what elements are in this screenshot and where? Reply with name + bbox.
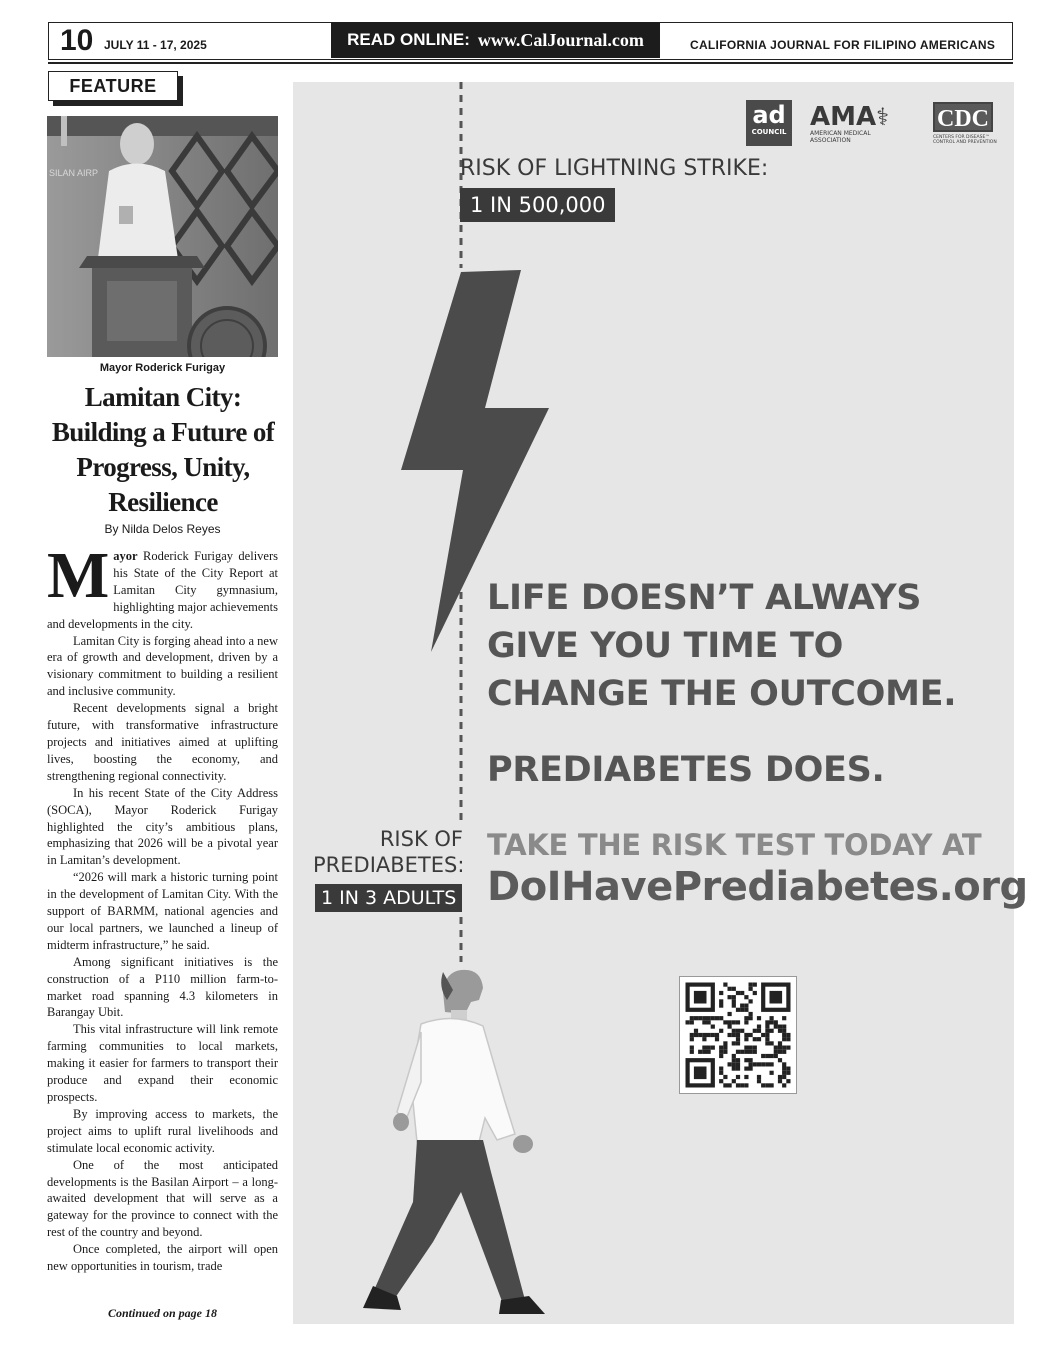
ad-council-logo [746,100,792,146]
read-online-banner[interactable] [331,22,660,58]
ad-council-logo-text: ad [752,101,786,129]
prediabetes-label-line: RISK OF [379,827,463,851]
mayor-photo [47,116,278,357]
article-paragraph: “2026 will mark a historic turning point in the development of Lamitan City. With the support of BARMM, national agencies and our local partners, we launched a lineup of midterm infrastructure,” he said. [47,870,278,952]
article-paragraph: In his recent State of the City Address (SOCA), Mayor Roderick Furigay highlighted the city’s ambitious plans, emphasizing that 2026 will be a pivotal year in Lamitan’s development. [47,785,278,868]
cdc-subtext-line: CENTERS FOR DISEASE™ [933,135,990,140]
ad-council-logo-subtext: COUNCIL [751,128,787,136]
article-paragraph: Among significant initiatives is the construction of a P110 million farm-to-market road spanning 4.3 kilometers in Barangay Ubit. [47,954,278,1020]
qr-code-icon [680,977,796,1093]
publication-name: CALIFORNIA JOURNAL FOR FILIPINO AMERICANS [690,38,996,52]
cdc-subtext-line: CONTROL AND PREVENTION [933,140,997,145]
prediabetes-risk-odds: 1 IN 3 ADULTS [315,884,462,912]
lead-paragraph [47,539,278,633]
ama-subtext-line: ASSOCIATION [810,137,851,144]
read-online-link[interactable]: www.CalJournal.com [477,29,644,50]
cdc-logo-subtext [933,135,1003,145]
message-line: LIFE DOESN’T ALWAYS [487,578,922,618]
article-paragraph: This vital infrastructure will link remote farming communities to local markets, making it easier for farmers to transport their produce and expand their economic prospects. [47,1022,278,1104]
ad-cta-text: TAKE THE RISK TEST TODAY AT [487,828,982,862]
article-body [47,539,278,1275]
article-headline: Lamitan City: Building a Future of Progress, Unity, Resilience [51,382,275,517]
lightning-risk-label: RISK OF LIGHTNING STRIKE: [460,156,769,181]
caduceus-icon: ⚕ [876,103,890,131]
walking-man-icon [363,970,545,1314]
photo-illustration [47,116,278,357]
continued-note[interactable]: Continued on page 18 [107,1306,218,1320]
message-line: GIVE YOU TIME TO [487,626,844,666]
prediabetes-ad [293,82,1028,1324]
cdc-logo: CDC [933,102,993,132]
message-line: CHANGE THE OUTCOME. [487,674,957,714]
lead-word: ayor [113,549,138,563]
ama-subtext-line: AMERICAN MEDICAL [810,130,871,137]
ad-prediabetes-message: PREDIABETES DOES. [487,750,885,790]
article-paragraph: Once completed, the airport will open new opportunities in tourism, trade [47,1242,278,1274]
ad-main-message [487,574,956,718]
svg-text:SILAN AIRP: SILAN AIRP [49,168,99,178]
ama-logo [810,102,889,132]
ama-logo-subtext [810,130,871,144]
read-online-label: READ ONLINE: [347,30,470,49]
article-paragraph: Lamitan City is forging ahead into a new era of growth and development, driven by a visionary commitment to building a resilient and inclusive community. [47,633,278,699]
photo-caption: Mayor Roderick Furigay [99,362,226,374]
drop-cap: M [47,539,110,612]
ad-cta-url[interactable]: DoIHavePrediabetes.org [487,864,1028,910]
prediabetes-risk-label [313,826,463,878]
article-paragraph: Recent developments signal a bright future, with transformative infrastructure projects and initiatives aimed at uplifting lives, boosting the economy, and strengthening regional connectivity. [47,701,278,783]
page-number: 10 [60,24,94,57]
header-rule [48,62,1013,64]
article-byline: By Nilda Delos Reyes [104,522,221,536]
prediabetes-label-line: PREDIABETES: [313,853,465,877]
issue-date: JULY 11 - 17, 2025 [104,38,207,52]
qr-code[interactable] [679,976,797,1094]
article-paragraph: By improving access to markets, the project aims to uplift rural livelihoods and stimulate local economic activity. [47,1106,278,1155]
section-tag: FEATURE [48,71,178,101]
lightning-risk-odds: 1 IN 500,000 [460,188,615,222]
lead-text: Roderick Furigay delivers his State of the City Report at Lamitan City gymnasium, highlighting major achievements and developments in the city. [47,549,278,631]
ama-logo-text: AMA [810,102,877,132]
article-paragraph: One of the most anticipated developments is the Basilan Airport – a long-awaited development that will serve as a gateway for the province to connect with the rest of the country and beyond. [47,1157,278,1240]
